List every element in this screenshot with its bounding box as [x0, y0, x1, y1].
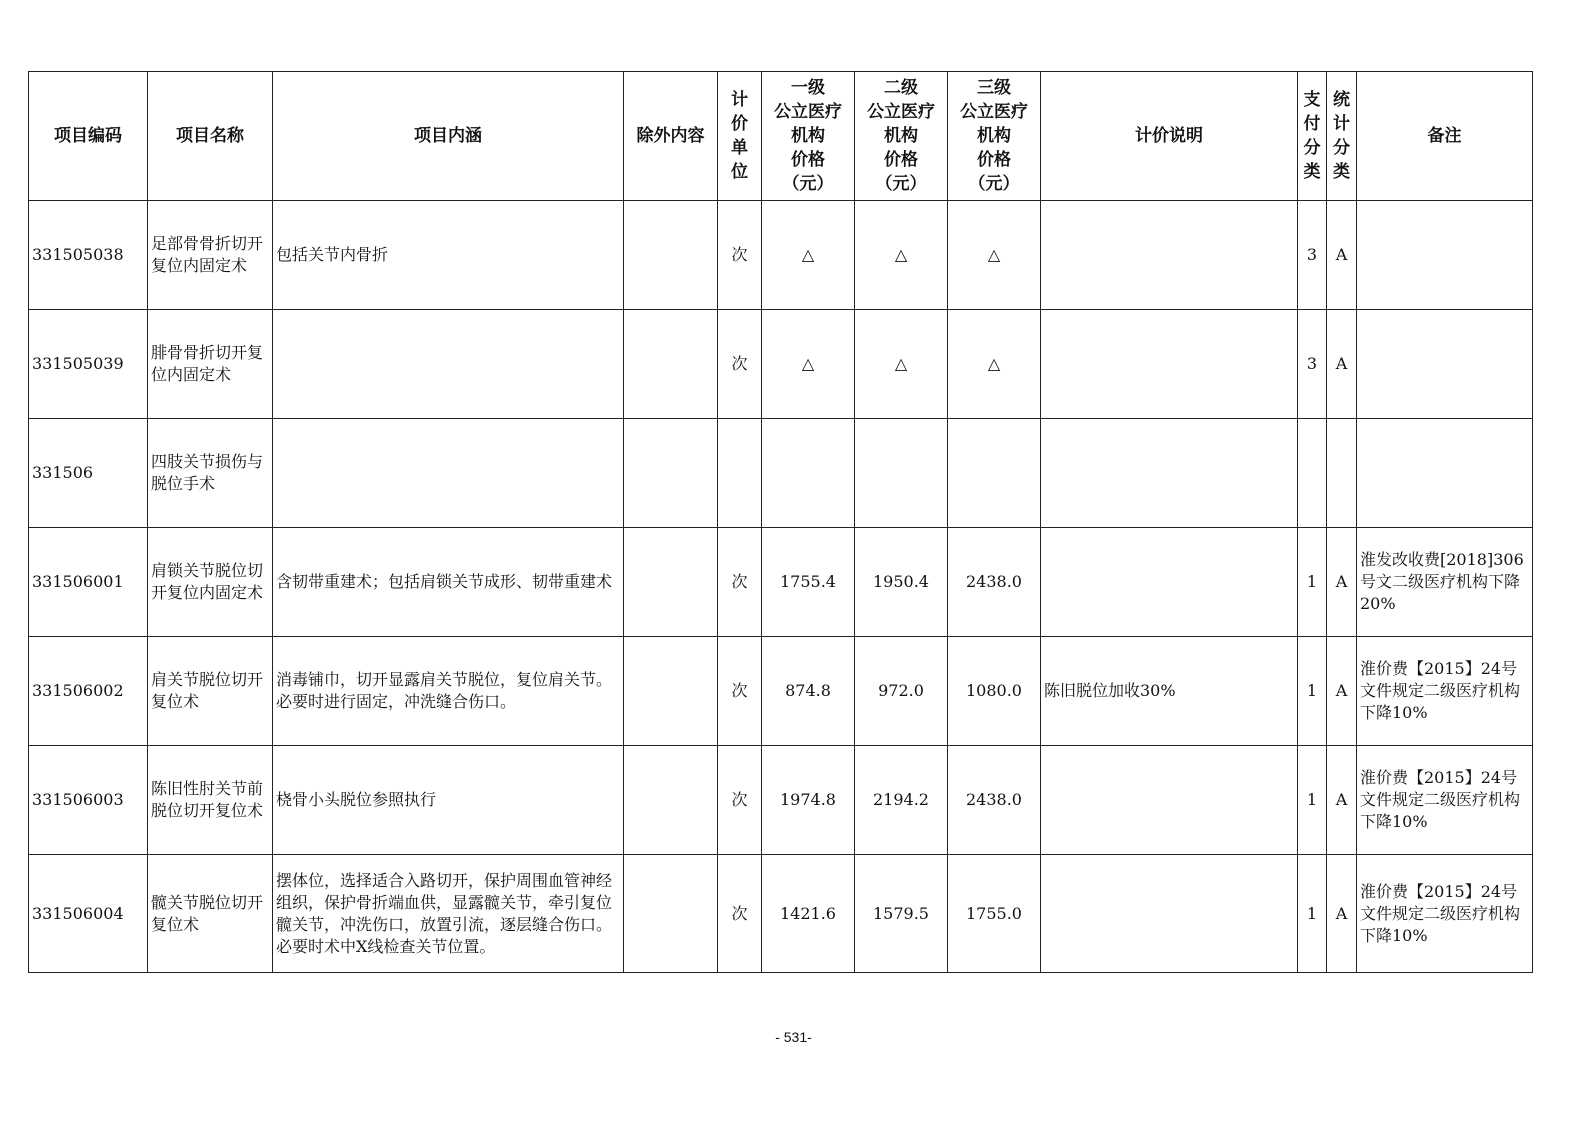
cell-code: 331506004: [29, 855, 148, 973]
cell-remarks: 淮价费【2015】24号文件规定二级医疗机构下降10%: [1357, 637, 1533, 746]
table-row: [29, 419, 1533, 528]
cell-price-level3: △: [948, 201, 1041, 310]
header-price-level2: 二级 公立医疗 机构 价格 （元）: [855, 72, 948, 201]
cell-remarks: 淮发改收费[2018]306号文二级医疗机构下降20%: [1357, 528, 1533, 637]
cell-price-level1: △: [762, 310, 855, 419]
table-row: [29, 201, 1533, 310]
cell-name: 陈旧性肘关节前脱位切开复位术: [148, 746, 273, 855]
cell-price-level3: 1080.0: [948, 637, 1041, 746]
cell-payment-class: 3: [1298, 201, 1327, 310]
cell-pricing-note: [1041, 201, 1298, 310]
header-price-level3: 三级 公立医疗 机构 价格 （元）: [948, 72, 1041, 201]
cell-pricing-note: [1041, 855, 1298, 973]
table-row: [29, 528, 1533, 637]
cell-payment-class: 1: [1298, 528, 1327, 637]
cell-pricing-note: 陈旧脱位加收30%: [1041, 637, 1298, 746]
cell-remarks: 淮价费【2015】24号文件规定二级医疗机构下降10%: [1357, 855, 1533, 973]
cell-stat-class: A: [1327, 637, 1357, 746]
header-pricing-note: 计价说明: [1041, 72, 1298, 201]
cell-payment-class: 1: [1298, 855, 1327, 973]
header-code: 项目编码: [29, 72, 148, 201]
cell-pricing-note: [1041, 746, 1298, 855]
cell-price-level3: 1755.0: [948, 855, 1041, 973]
cell-stat-class: A: [1327, 310, 1357, 419]
header-remarks: 备注: [1357, 72, 1533, 201]
cell-price-level2: △: [855, 310, 948, 419]
cell-remarks: [1357, 419, 1533, 528]
cell-price-level1: 1421.6: [762, 855, 855, 973]
cell-price-level2: 2194.2: [855, 746, 948, 855]
cell-exclusions: [624, 528, 718, 637]
cell-stat-class: A: [1327, 528, 1357, 637]
cell-content: 消毒铺巾，切开显露肩关节脱位，复位肩关节。必要时进行固定，冲洗缝合伤口。: [273, 637, 624, 746]
cell-price-level3: 2438.0: [948, 528, 1041, 637]
cell-unit: 次: [718, 310, 762, 419]
cell-price-level1: 1974.8: [762, 746, 855, 855]
cell-exclusions: [624, 855, 718, 973]
cell-name: 肩关节脱位切开复位术: [148, 637, 273, 746]
cell-payment-class: 1: [1298, 637, 1327, 746]
cell-content: 含韧带重建术；包括肩锁关节成形、韧带重建术: [273, 528, 624, 637]
cell-price-level2: △: [855, 201, 948, 310]
header-price-level1: 一级 公立医疗 机构 价格 （元）: [762, 72, 855, 201]
cell-payment-class: [1298, 419, 1327, 528]
cell-exclusions: [624, 746, 718, 855]
table-row: [29, 855, 1533, 973]
header-row: [29, 72, 1533, 201]
cell-unit: 次: [718, 746, 762, 855]
cell-unit: 次: [718, 201, 762, 310]
cell-unit: 次: [718, 528, 762, 637]
cell-price-level1: 1755.4: [762, 528, 855, 637]
cell-name: 髋关节脱位切开复位术: [148, 855, 273, 973]
cell-pricing-note: [1041, 310, 1298, 419]
cell-remarks: [1357, 310, 1533, 419]
cell-exclusions: [624, 419, 718, 528]
cell-price-level3: △: [948, 310, 1041, 419]
cell-name: 足部骨骨折切开复位内固定术: [148, 201, 273, 310]
cell-price-level1: △: [762, 201, 855, 310]
cell-price-level1: 874.8: [762, 637, 855, 746]
cell-content: [273, 310, 624, 419]
cell-name: 四肢关节损伤与脱位手术: [148, 419, 273, 528]
cell-name: 肩锁关节脱位切开复位内固定术: [148, 528, 273, 637]
header-unit: 计 价 单 位: [718, 72, 762, 201]
cell-exclusions: [624, 201, 718, 310]
price-table: [28, 71, 1533, 973]
cell-price-level2: 1950.4: [855, 528, 948, 637]
cell-remarks: [1357, 201, 1533, 310]
header-payment-class: 支 付 分 类: [1298, 72, 1327, 201]
cell-price-level2: [855, 419, 948, 528]
cell-code: 331506: [29, 419, 148, 528]
cell-price-level3: [948, 419, 1041, 528]
cell-content: 摆体位，选择适合入路切开，保护周围血管神经组织，保护骨折端血供，显露髋关节，牵引复位髋关节，冲洗伤口，放置引流，逐层缝合伤口。必要时术中X线检查关节位置。: [273, 855, 624, 973]
cell-pricing-note: [1041, 528, 1298, 637]
cell-content: 桡骨小头脱位参照执行: [273, 746, 624, 855]
cell-stat-class: A: [1327, 746, 1357, 855]
cell-price-level3: 2438.0: [948, 746, 1041, 855]
table-row: [29, 746, 1533, 855]
cell-stat-class: [1327, 419, 1357, 528]
cell-code: 331506002: [29, 637, 148, 746]
header-stat-class: 统 计 分 类: [1327, 72, 1357, 201]
cell-unit: 次: [718, 855, 762, 973]
cell-price-level2: 972.0: [855, 637, 948, 746]
cell-code: 331506003: [29, 746, 148, 855]
cell-remarks: 淮价费【2015】24号文件规定二级医疗机构下降10%: [1357, 746, 1533, 855]
cell-code: 331506001: [29, 528, 148, 637]
cell-content: 包括关节内骨折: [273, 201, 624, 310]
cell-payment-class: 3: [1298, 310, 1327, 419]
cell-payment-class: 1: [1298, 746, 1327, 855]
table-row: [29, 310, 1533, 419]
cell-pricing-note: [1041, 419, 1298, 528]
cell-code: 331505039: [29, 310, 148, 419]
cell-exclusions: [624, 310, 718, 419]
cell-name: 腓骨骨折切开复位内固定术: [148, 310, 273, 419]
cell-unit: [718, 419, 762, 528]
header-exclusions: 除外内容: [624, 72, 718, 201]
cell-code: 331505038: [29, 201, 148, 310]
cell-unit: 次: [718, 637, 762, 746]
page-number: - 531-: [775, 1029, 812, 1045]
cell-exclusions: [624, 637, 718, 746]
cell-price-level1: [762, 419, 855, 528]
table-row: [29, 637, 1533, 746]
cell-stat-class: A: [1327, 201, 1357, 310]
cell-content: [273, 419, 624, 528]
cell-price-level2: 1579.5: [855, 855, 948, 973]
header-name: 项目名称: [148, 72, 273, 201]
header-content: 项目内涵: [273, 72, 624, 201]
cell-stat-class: A: [1327, 855, 1357, 973]
